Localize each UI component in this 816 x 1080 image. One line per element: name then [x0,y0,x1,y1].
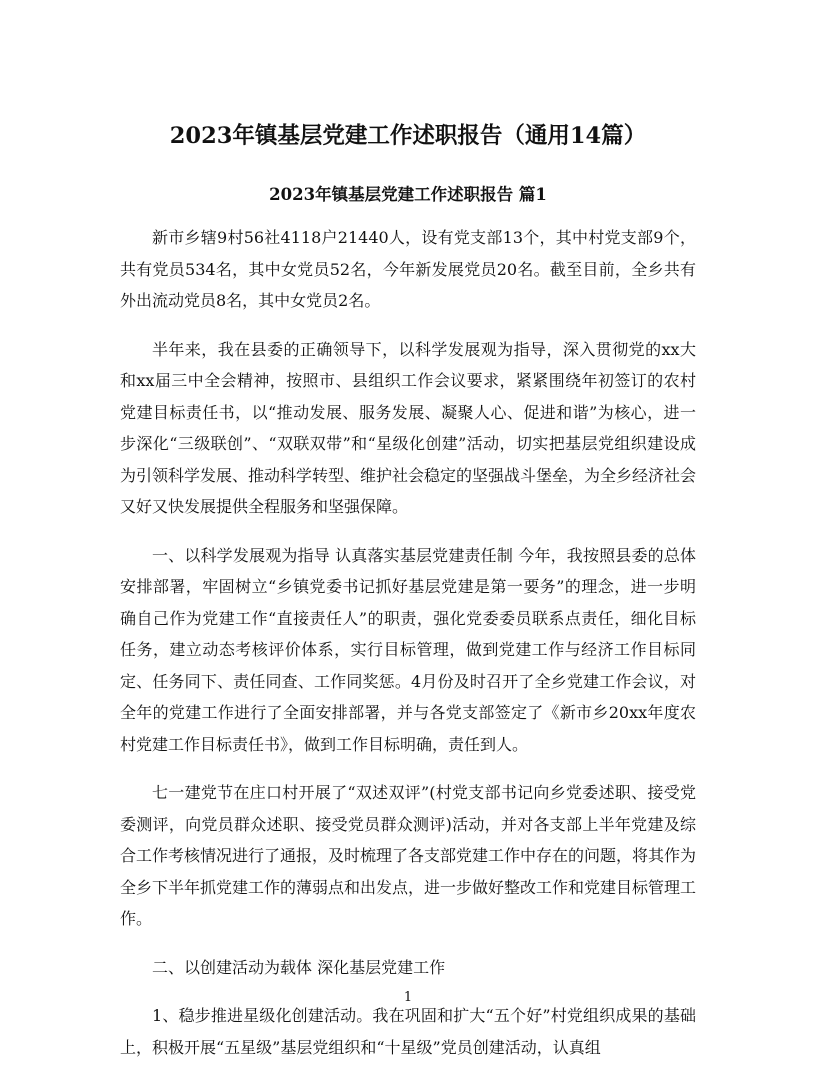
paragraph-6: 1、稳步推进星级化创建活动。我在巩固和扩大“五个好”村党组织成果的基础上，积极开展“五星级”基层党组织和“十星级”党员创建活动，认真组 [120,1006,696,1057]
paragraph-2: 半年来，我在县委的正确领导下，以科学发展观为指导，深入贯彻党的xx大和xx届三中全会精神，按照市、县组织工作会议要求，紧紧围绕年初签订的农村党建目标责任书，以“推动发展、服务发展、凝聚人心、促进和谐”为核心，进一步深化“三级联创”、“双联双带”和“星级化创建”活动，切实把基层党组织建设成为引领科学发展、推动科学转型、维护社会稳定的坚强战斗堡垒，为全乡经济社会又好又快发展提供全程服务和坚强保障。 [120,339,697,516]
paragraph-3: 一、以科学发展观为指导 认真落实基层党建责任制 今年，我按照县委的总体安排部署，牢固树立“乡镇党委书记抓好基层党建是第一要务”的理念，进一步明确自己作为党建工作“直接责任人”的职责，强化党委委员联系点责任，细化目标任务，建立动态考核评价体系，实行目标管理，做到党建工作与经济工作目标同定、任务同下、责任同查、工作同奖惩。4月份及时召开了全乡党建工作会议，对全年的党建工作进行了全面安排部署，并与各党支部签定了《新市乡20xx年度农村党建工作目标责任书》，做到工作目标明确，责任到人。 [120,545,696,754]
document-title: 2023年镇基层党建工作述职报告（通用14篇） [169,123,647,149]
paragraph-5-heading: 二、以创建活动为载体 深化基层党建工作 [152,957,446,977]
section-title: 2023年镇基层党建工作述职报告 篇1 [269,185,547,204]
paragraph-1: 新市乡辖9村56社4118户21440人，设有党支部13个，其中村党支部9个，共有党员534名，其中女党员52名，今年新发展党员20名。截至目前，全乡共有外出流动党员8名，其中女党员2名。 [120,228,696,310]
paragraph-4: 七一建党节在庄口村开展了“双述双评”(村党支部书记向乡党委述职、接受党委测评，向党员群众述职、接受党员群众测评)活动，并对各支部上半年党建及综合工作考核情况进行了通报，及时梳理了各支部党建工作中存在的问题，将其作为全乡下半年抓党建工作的薄弱点和出发点，进一步做好整改工作和党建目标管理工作。 [120,783,697,928]
document-body [120,222,696,1080]
page-number: 1 [403,990,413,1005]
